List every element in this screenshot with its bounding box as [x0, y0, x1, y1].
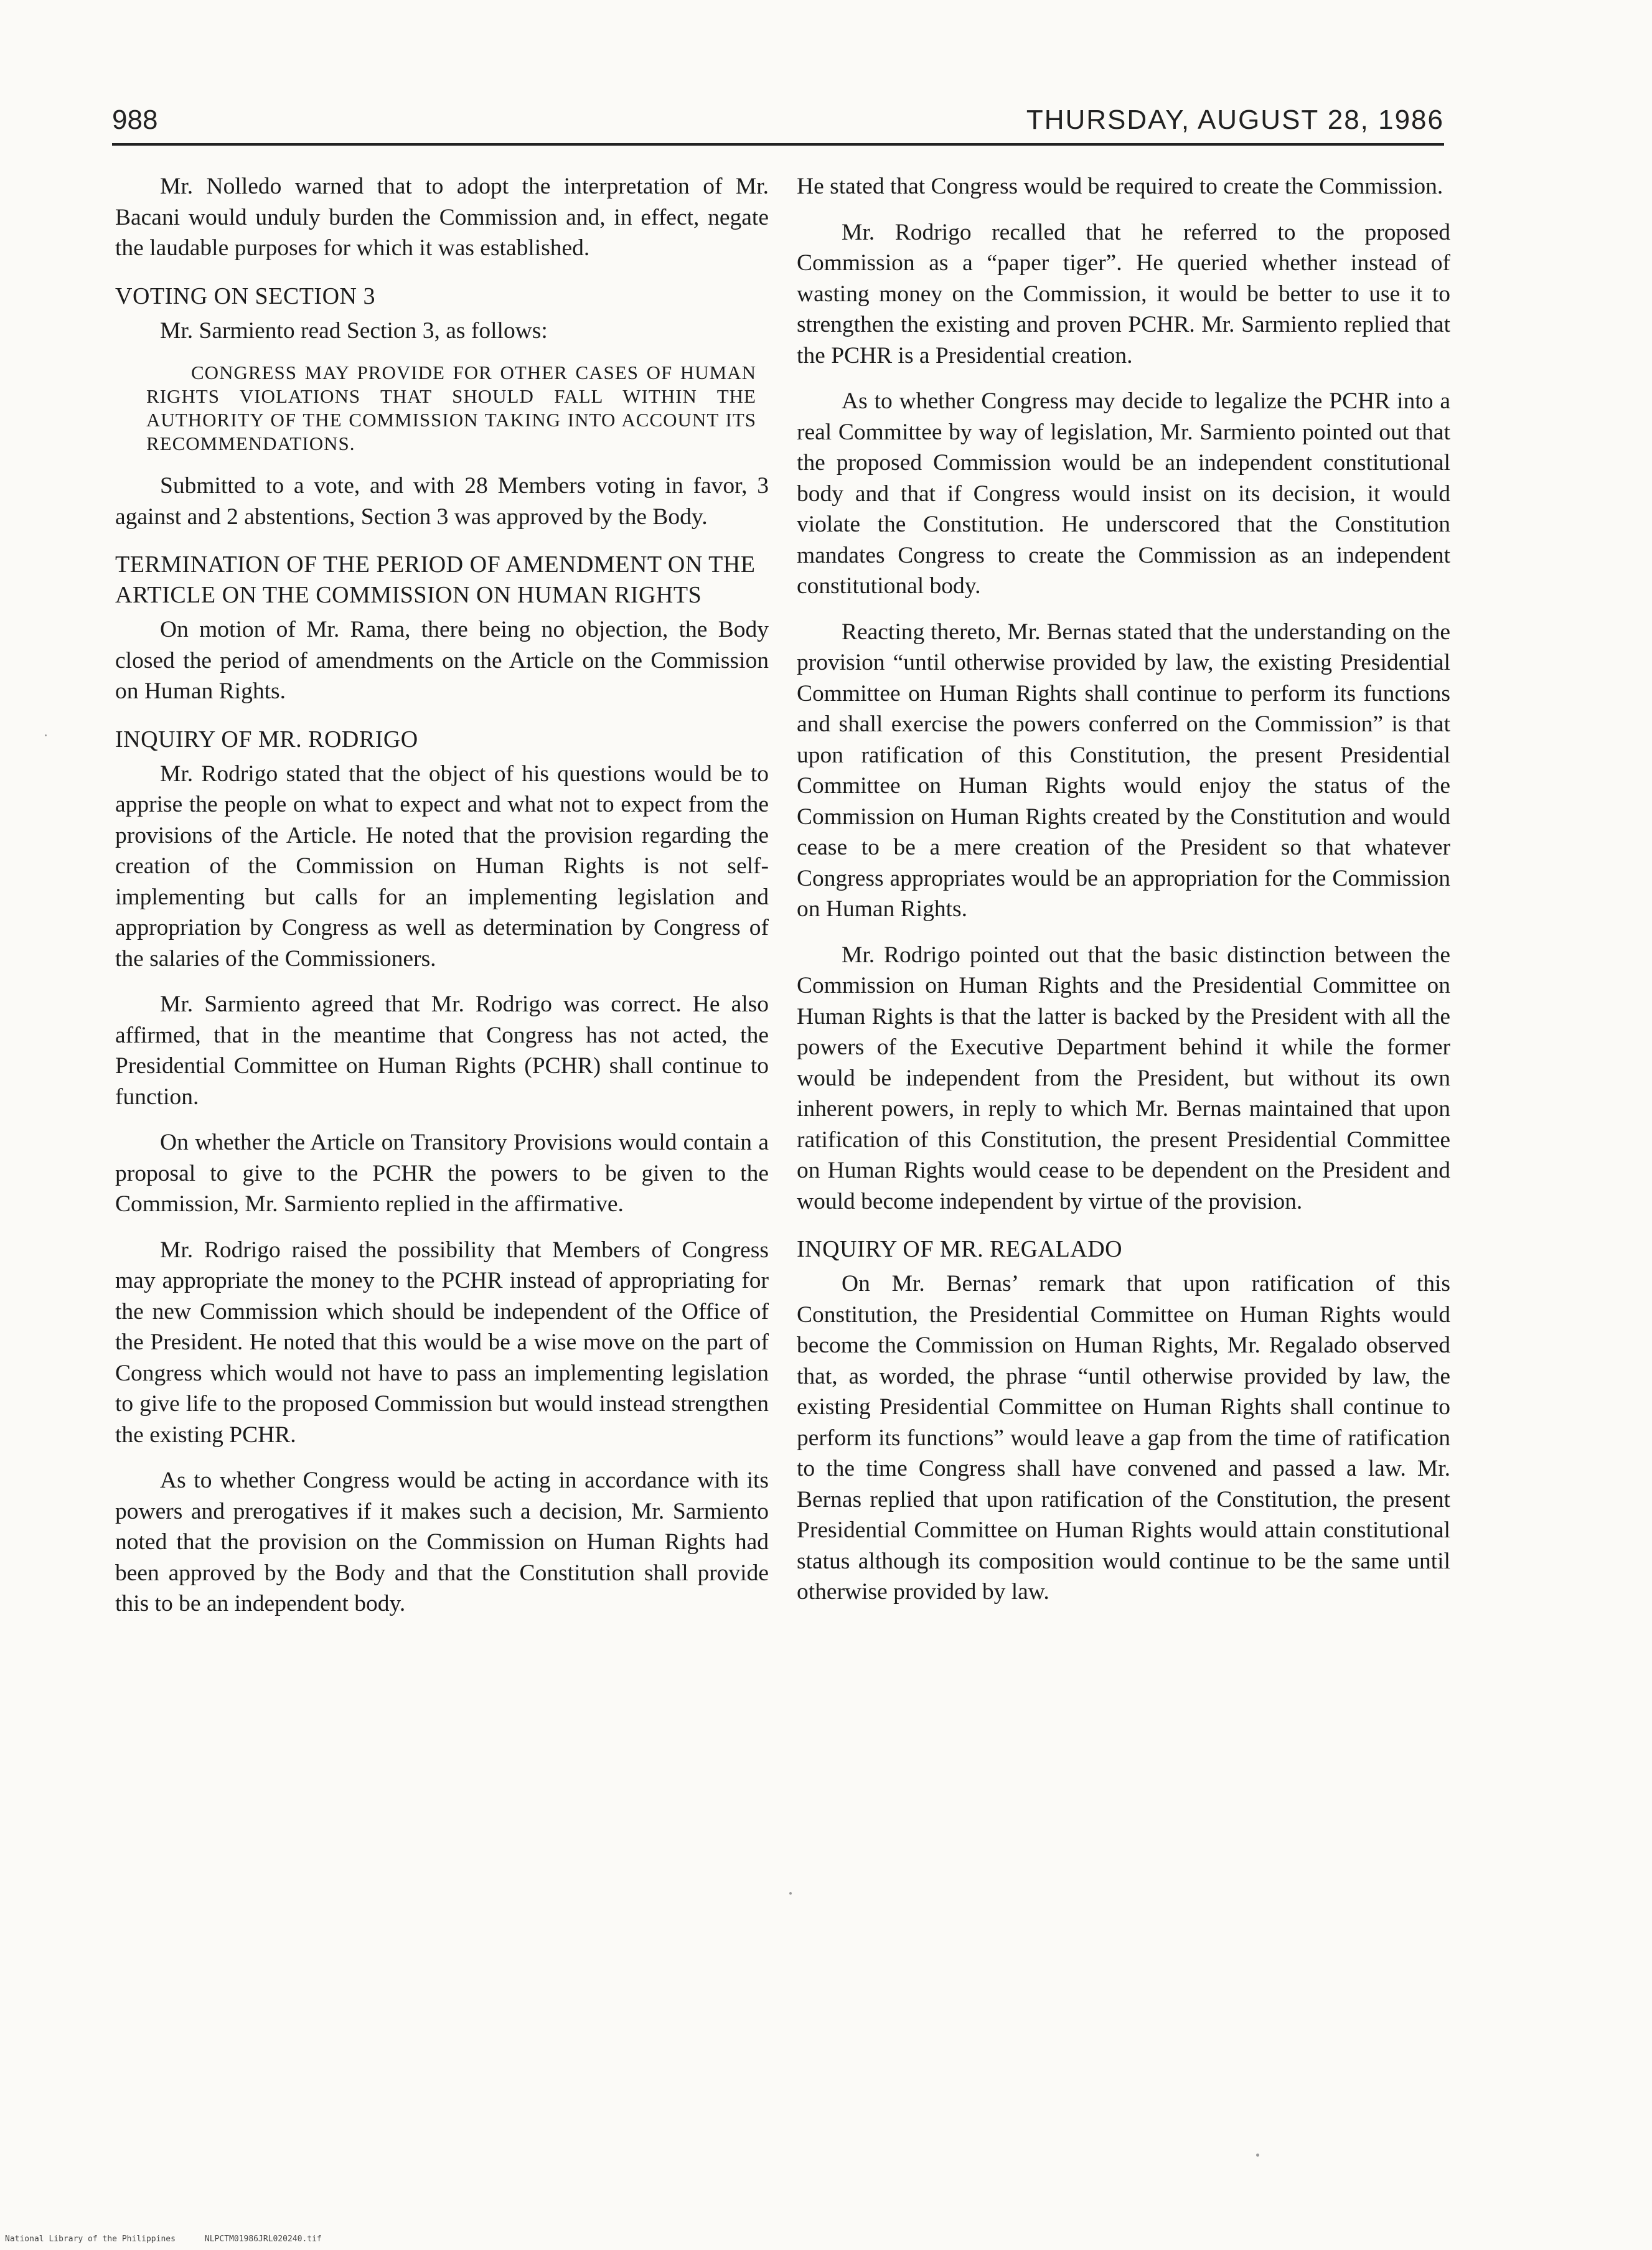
paragraph-paper-tiger: Mr. Rodrigo recalled that he referred to the proposed Commission as a “paper tiger”. He queried whether instead of wasting money on the Commission, it would be better to use it to strengthen the existing and proven PCHR. Mr. Sarmiento replied that the PCHR is a Presidential creation. [797, 219, 1450, 368]
paragraph-rodrigo-appropriate: Mr. Rodrigo raised the possibility that Members of Congress may appropriate the money to the PCHR instead of appropriating for the new Commission which should be independent of the Office of the President. He noted that this would be a wise move on the part of Congress which would not have to pass an implementing legislation to give life to the proposed Commission but would instead strengthen the existing PCHR. [115, 1237, 769, 1448]
paragraph-continued: He stated that Congress would be required to create the Commission. [797, 174, 1443, 199]
heading-termination: TERMINATION OF THE PERIOD OF AMENDMENT ON THE ARTICLE ON THE COMMISSION ON HUMAN RIGHTS [115, 551, 756, 608]
scan-speck [789, 1892, 792, 1895]
footer-file: NLPCTM01986JRL020240.tif [204, 2234, 322, 2244]
heading-inquiry-regalado: INQUIRY OF MR. REGALADO [797, 1236, 1123, 1262]
scan-footer [5, 2234, 322, 2244]
paragraph-read-section: Mr. Sarmiento read Section 3, as follows: [160, 317, 548, 344]
paragraph-rodrigo-object: Mr. Rodrigo stated that the object of his questions would be to apprise the people on what to expect and what not to expect from the provisions of the Article. He noted that the provision regarding the creation of the Commission on Human Rights is not self-implementing but calls for an implementing legislation and appropriation by Congress as well as determination by Congress of the salaries of the Commissioners. [115, 761, 769, 972]
heading-inquiry-rodrigo: INQUIRY OF MR. RODRIGO [115, 726, 418, 752]
paragraph-legalize: As to whether Congress may decide to legalize the PCHR into a real Committee by way of legislation, Mr. Sarmiento pointed out that the proposed Commission would be an independent constitutional body and that if Congress would insist on its decision, it would violate the Constitution. He underscored that the Constitution mandates Congress to create the Commission as an independent constitutional body. [797, 388, 1450, 599]
header-rule [112, 143, 1444, 146]
page-number: 988 [112, 105, 158, 135]
footer-library: National Library of the Philippines [5, 2234, 176, 2244]
paragraph-vote-result: Submitted to a vote, and with 28 Members voting in favor, 3 against and 2 abstentions, Section 3 was approved by the Body. [115, 473, 769, 530]
page-header [112, 100, 1444, 143]
right-column [797, 171, 1450, 1623]
paragraph-nolledo: Mr. Nolledo warned that to adopt the interpretation of Mr. Bacani would unduly burden the Commission and, in effect, negate the laudable purposes for which it was established. [115, 174, 769, 261]
paragraph-congress-powers: As to whether Congress would be acting in accordance with its powers and prerogatives if it makes such a decision, Mr. Sarmiento noted that the provision on the Commission on Human Rights had been approved by the Body and that the Constitution shall provide this to be an independent body. [115, 1468, 769, 1616]
heading-voting-section-3: VOTING ON SECTION 3 [115, 283, 375, 309]
left-column [115, 171, 769, 1634]
section-3-quote: CONGRESS MAY PROVIDE FOR OTHER CASES OF HUMAN RIGHTS VIOLATIONS THAT SHOULD FALL WITHIN THE AUTHORITY OF THE COMMISSION TAKING INTO ACCOUNT ITS RECOMMENDATIONS. [146, 362, 756, 454]
paragraph-distinction: Mr. Rodrigo pointed out that the basic distinction between the Commission on Human Rights and the Presidential Committee on Human Rights is that the latter is backed by the President with all the powers of the Executive Department behind it while the former would be independent from the President, but without its own inherent powers, in reply to which Mr. Bernas maintained that upon ratification of this Constitution, the present Presidential Committee on Human Rights would cease to be dependent on the President and would become independent by virtue of the provision. [797, 942, 1450, 1214]
running-header-date: THURSDAY, AUGUST 28, 1986 [1026, 105, 1444, 135]
scan-speck [45, 734, 47, 736]
paragraph-transitory: On whether the Article on Transitory Provisions would contain a proposal to give to the PCHR the powers to be given to the Commission, Mr. Sarmiento replied in the affirmative. [115, 1130, 769, 1217]
paragraph-bernas-reaction: Reacting thereto, Mr. Bernas stated that the understanding on the provision “until otherwise provided by law, the existing Presidential Committee on Human Rights shall continue to perform its functions and shall exercise the powers conferred on the Commission” is that upon ratification of this Constitution, the present Presidential Committee on Human Rights would enjoy the status of the Commission on Human Rights created by the Constitution and would cease to be a mere creation of the President so that whatever Congress appropriates would be an appropriation for the Commission on Human Rights. [797, 619, 1450, 922]
scan-speck [1256, 2154, 1259, 2157]
paragraph-motion-rama: On motion of Mr. Rama, there being no objection, the Body closed the period of amendments on the Article on the Commission on Human Rights. [115, 617, 769, 704]
paragraph-regalado: On Mr. Bernas’ remark that upon ratification of this Constitution, the Presidential Committee on Human Rights would become the Commission on Human Rights, Mr. Regalado observed that, as worded, the phrase “until otherwise provided by law, the existing Presidential Committee on Human Rights shall continue to perform its functions” would leave a gap from the time of ratification to the time Congress shall have convened and passed a law. Mr. Bernas replied that upon ratification of the Constitution, the present Presidential Committee on Human Rights would attain constitutional status although its composition would continue to be the same until otherwise provided by law. [797, 1271, 1450, 1605]
paragraph-sarmiento-agreed: Mr. Sarmiento agreed that Mr. Rodrigo was correct. He also affirmed, that in the meantime that Congress has not acted, the Presidential Committee on Human Rights (PCHR) shall continue to function. [115, 991, 769, 1110]
